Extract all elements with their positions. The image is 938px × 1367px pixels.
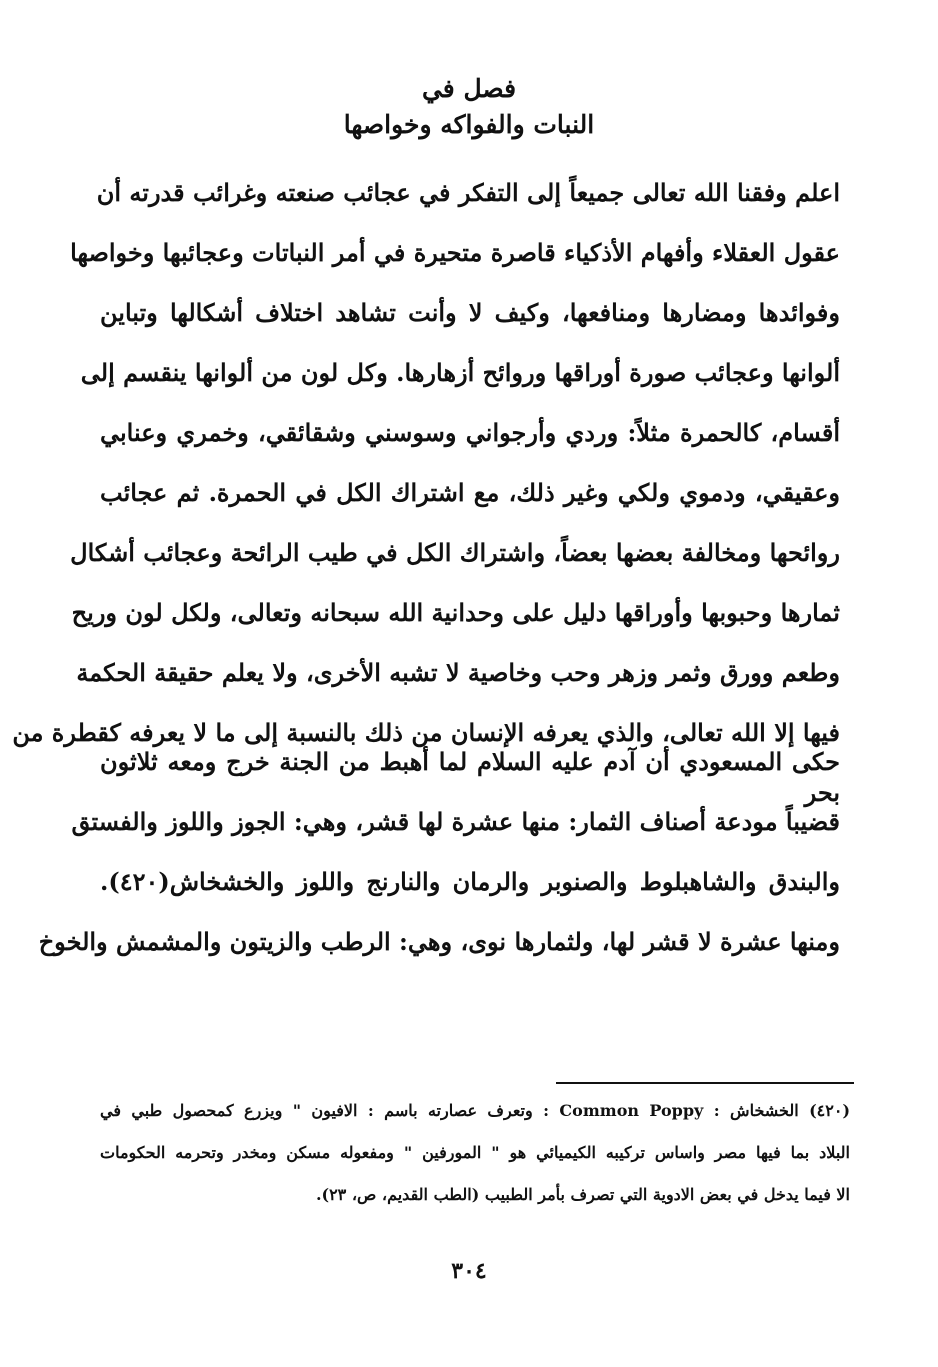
paragraph-1 — [12, 163, 841, 823]
text-line: وعقيقي، ودموي ولكي وغير ذلك، مع اشتراك الكل في الحمرة. ثم عجائب — [100, 478, 841, 507]
text-line: روائحها ومخالفة بعضها بعضاً، واشتراك الكل في طيب الرائحة وعجائب أشكال — [70, 538, 840, 567]
chapter-title: النبات والفواكه وخواصها — [343, 110, 595, 139]
text-line: ثمارها وحبوبها وأوراقها دليل على وحدانية الله سبحانه وتعالى، ولكل لون وريح — [71, 598, 840, 627]
footnote-line: الا فيما يدخل في بعض الادوية التي تصرف بأمر الطبيب (الطب القديم، ص، ٢٣). — [315, 1185, 850, 1204]
text-line: اعلم وفقنا الله تعالى جميعاً إلى التفكر في عجائب صنعته وغرائب قدرته أن — [96, 178, 840, 207]
text-line: وفوائدها ومضارها ومنافعها، وكيف لا وأنت تشاهد اختلاف أشكالها وتباين — [100, 298, 840, 327]
text-line: فيها إلا الله تعالى، والذي يعرفه الإنسان من ذلك بالنسبة إلى ما لا يعرفه كقطرة من — [12, 718, 840, 747]
chapter-label: فصل في — [421, 74, 517, 103]
text-line: عقول العقلاء وأفهام الأذكياء قاصرة متحيرة في أمر النباتات وعجائبها وخواصها — [70, 238, 840, 267]
footnote-line: البلاد بما فيها مصر واساس تركيبه الكيميائي هو " المورفين " ومفعوله مسكن ومخدر وتحرمه الحكومات — [100, 1143, 850, 1162]
footnote-line: (٤٢٠) الخشخاش : Common Poppy : وتعرف عصارته باسم : الافيون " ويزرع كمحصول طبي في — [100, 1101, 851, 1120]
page-number: ٣٠٤ — [451, 1258, 487, 1284]
text-line: ومنها عشرة لا قشر لها، ولثمارها نوى، وهي: الرطب والزيتون والمشمش والخوخ — [38, 927, 840, 956]
text-line: ألوانها وعجائب صورة أوراقها وروائح أزهارها. وكل لون من ألوانها ينقسم إلى — [80, 358, 840, 387]
text-line: بحر — [804, 778, 840, 807]
text-line: والبندق والشاهبلوط والصنوبر والرمان والنارنج واللوز والخشخاش(٤٢٠). — [100, 867, 840, 896]
text-line: وطعم وورق وثمر وزهر وحب وخاصية لا تشبه الأخرى، ولا يعلم حقيقة الحكمة — [76, 658, 840, 687]
text-line: قضيباً مودعة أصناف الثمار: منها عشرة لها قشر، وهي: الجوز واللوز والفستق — [71, 807, 840, 836]
text-line: حكى المسعودي أن آدم عليه السلام لما أهبط من الجنة خرج ومعه ثلاثون — [100, 747, 840, 776]
footnote-separator — [556, 1082, 854, 1084]
footnote — [100, 1090, 850, 1216]
text-line: أقسام، كالحمرة مثلاً: وردي وأرجواني وسوسني وشقائقي، وخمري وعنابي — [100, 418, 840, 447]
